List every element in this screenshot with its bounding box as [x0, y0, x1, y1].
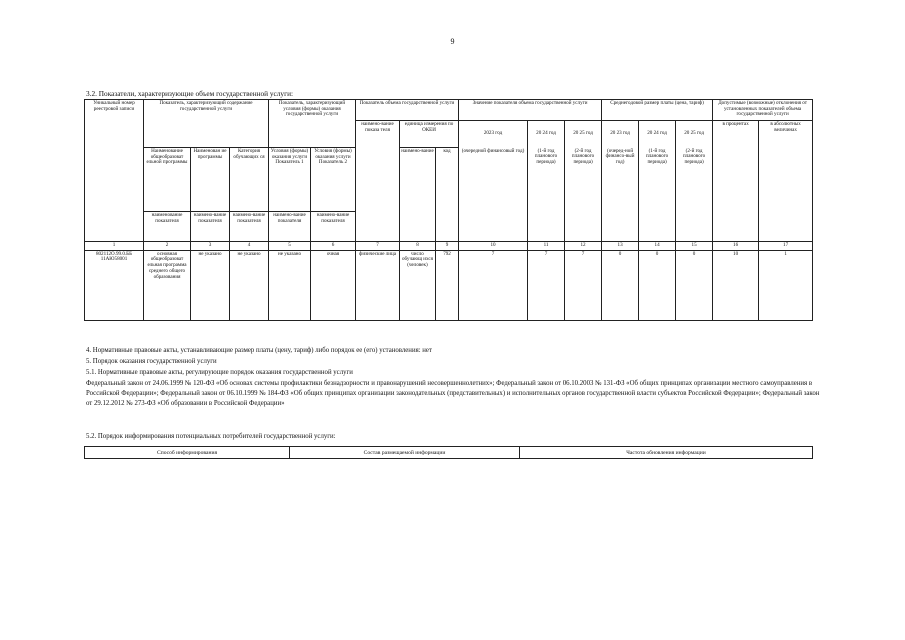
header-fee-2023: 20 23 год	[602, 121, 639, 148]
header-year-2024-sub: (1-й год планового периода)	[528, 148, 565, 242]
information-table	[84, 446, 813, 459]
column-number-row	[85, 242, 813, 251]
cell-student-category: не указано	[230, 250, 269, 320]
header-volume-unit: единица измерения по ОКЕИ	[400, 121, 459, 148]
header-year-2025-sub: (2-й год планового периода)	[565, 148, 602, 242]
header-volume-value: Значение показателя объема государственной услуги	[459, 100, 602, 121]
header-conditions-indicator: Показатель, характеризующий условия (формы) оказания государственной услуги	[269, 100, 356, 148]
name-label-3: наимено-вание показателя	[230, 212, 269, 242]
column-number: 12	[565, 242, 602, 251]
cell-condition-1: не указано	[269, 250, 311, 320]
header-year-2023: 2023 год	[459, 121, 528, 148]
name-label-2: наимено-вание показателя	[191, 212, 230, 242]
header-program-title: Наименован ие программы	[191, 148, 230, 212]
header-condition-2: Условия (формы) оказания услуги Показатель 2	[311, 148, 356, 212]
cell-volume-name: физические лица	[356, 250, 400, 320]
cell-condition-2: очная	[311, 250, 356, 320]
header-info-frequency: Частота обновления информации	[520, 447, 813, 459]
cell-unit-code: 792	[436, 250, 459, 320]
column-number: 13	[602, 242, 639, 251]
header-year-2024: 20 24 год	[528, 121, 565, 148]
header-fee-2024: 20 24 год	[639, 121, 676, 148]
column-number: 6	[311, 242, 356, 251]
header-volume-indicator: Показатель объема государственной услуги	[356, 100, 459, 121]
paragraph-5-1: 5.1. Нормативные правовые акты, регулирующие порядок оказания государственной услуги	[86, 369, 353, 376]
cell-deviation-absolute: 1	[759, 250, 813, 320]
table-row	[85, 447, 813, 459]
column-number: 4	[230, 242, 269, 251]
header-unit-name: наимено-вание	[400, 148, 436, 242]
column-number: 11	[528, 242, 565, 251]
column-number: 8	[400, 242, 436, 251]
cell-deviation-percent: 10	[713, 250, 759, 320]
paragraph-5-2: 5.2. Порядок информирования потенциальных потребителей государственной услуги:	[86, 433, 336, 440]
column-number: 15	[676, 242, 713, 251]
header-student-category: Категория обучающих ся	[230, 148, 269, 212]
paragraph-4: 4. Нормативные правовые акты, устанавливающие размер платы (цену, тариф) либо порядок ее (его) установления: нет	[86, 347, 432, 354]
header-year-2025: 20 25 год	[565, 121, 602, 148]
header-deviation-percent: в процентах	[713, 121, 759, 242]
volume-indicators-table	[84, 99, 813, 321]
column-number: 5	[269, 242, 311, 251]
table-row	[85, 250, 813, 320]
name-label-5: наимено-вание показателя	[311, 212, 356, 242]
column-number: 10	[459, 242, 528, 251]
header-year-2023-sub: (очередной финансовый год)	[459, 148, 528, 242]
cell-fee-2025: 0	[676, 250, 713, 320]
header-info-content: Состав размещаемой информации	[290, 447, 520, 459]
cell-program-title: не указано	[191, 250, 230, 320]
header-condition-1: Условия (формы) оказания услуги Показатель 1	[269, 148, 311, 212]
section-title: 3.2. Показатели, характеризующие объем государственной услуги:	[86, 89, 294, 98]
header-fee-2024-sub: (1-й год планового периода)	[639, 148, 676, 242]
column-number: 9	[436, 242, 459, 251]
header-fee-2025-sub: (2-й год планового периода)	[676, 148, 713, 242]
cell-volume-2023: 7	[459, 250, 528, 320]
cell-volume-2024: 7	[528, 250, 565, 320]
header-average-fee: Среднегодовой размер платы (цена, тариф)	[602, 100, 713, 121]
header-deviation-absolute: в абсолютных величинах	[759, 121, 813, 242]
column-number: 14	[639, 242, 676, 251]
header-content-indicator: Показатель, характеризующий содержание государственной услуги	[144, 100, 269, 148]
column-number: 1	[85, 242, 144, 251]
header-unique-number: Уникальный номер реестровой записи	[85, 100, 144, 242]
header-fee-2023-sub: (очеред-ной финансо-вый год)	[602, 148, 639, 242]
header-program-name: Наименование общеобразоват ельной программы	[144, 148, 191, 212]
column-number: 16	[713, 242, 759, 251]
paragraph-5: 5. Порядок оказания государственной услуги	[86, 358, 217, 365]
header-fee-2025: 20 25 год	[676, 121, 713, 148]
cell-fee-2023: 0	[602, 250, 639, 320]
column-number: 7	[356, 242, 400, 251]
header-allowed-deviation: Допустимые (возможные) отклонения от установленных показателей объема государственной услуги	[713, 100, 813, 121]
cell-program-name: основная общеобразоват ельная программа среднего общего образования	[144, 250, 191, 320]
header-volume-name: наимено-вание показа теля	[356, 121, 400, 242]
column-number: 2	[144, 242, 191, 251]
name-label-1: наименование показателя	[144, 212, 191, 242]
cell-unique-number: 802112О.99.0.ББ 11АЮ58001	[85, 250, 144, 320]
paragraph-5-1-laws: Федеральный закон от 24.06.1999 № 120-ФЗ «Об основах системы профилактики безнадзорности и правонарушений несовершеннолетних»; Федеральный закон от 06.10.2003 № 131-ФЗ «Об общих принципах организации местного самоуправления в Российской Федерации»; Федеральный закон от 06.10.1999 № 184-ФЗ «Об общих принципах организации законодательных (представительных) и исполнительных органов государственной власти субъектов Российской Федерации»; Федеральный закон от 29.12.2012 № 273-ФЗ «Об образовании в Российской Федерации»	[86, 380, 820, 407]
name-label-4: наимено-вание показателя	[269, 212, 311, 242]
header-info-method: Способ информирования	[85, 447, 290, 459]
column-number: 3	[191, 242, 230, 251]
column-number: 17	[759, 242, 813, 251]
page-number: 9	[450, 37, 455, 46]
header-unit-code: код	[436, 148, 459, 242]
cell-volume-2025: 7	[565, 250, 602, 320]
cell-fee-2024: 0	[639, 250, 676, 320]
cell-unit-name: число обучающ ихся (человек)	[400, 250, 436, 320]
